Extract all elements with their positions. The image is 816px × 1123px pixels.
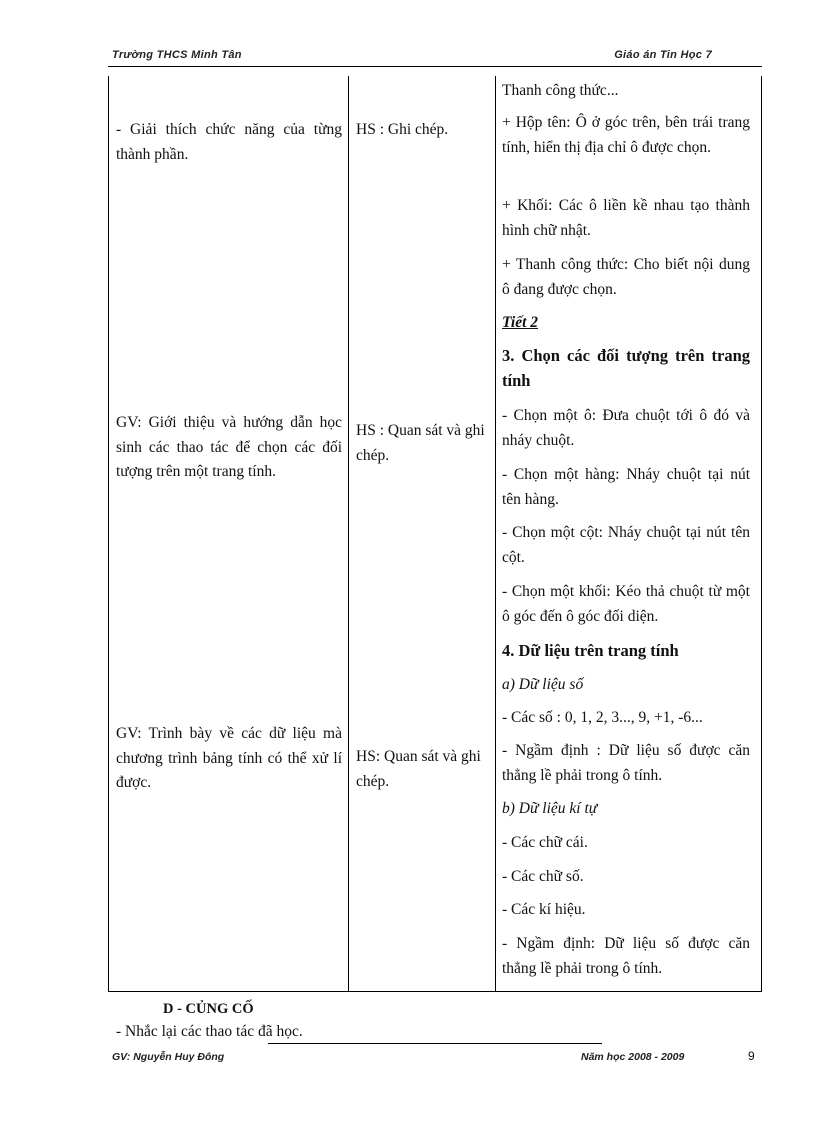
header-subject: Giáo án Tin Học 7 [614,49,712,61]
content-paragraph: - Chọn một ô: Đưa chuột tới ô đó và nháy chuột. [502,407,750,449]
content-paragraph: + Hộp tên: Ô ở góc trên, bên trái trang tính, hiển thị địa chỉ ô được chọn. [502,114,750,156]
gv-activity-1: - Giải thích chức năng của từng thành phần. [116,121,342,163]
content-line: Thanh công thức... [502,82,619,99]
footer-rule [268,1043,602,1044]
section-heading: 3. Chọn các đối tượng trên trang tính [502,346,750,390]
header-rule [108,66,762,67]
gv-activity-3: GV: Trình bày về các dữ liệu mà chương trình bảng tính có thể xử lí được. [116,725,342,791]
header-school: Trường THCS Minh Tân [112,49,242,61]
content-paragraph: + Thanh công thức: Cho biết nội dung ô đang được chọn. [502,256,750,298]
section-d-title: D - CỦNG CỐ [163,1001,254,1017]
table-divider-2 [495,76,496,992]
content-line: - Các chữ cái. [502,834,588,851]
table-border-right [761,76,762,992]
table-border-left [108,76,109,992]
subsection-heading: b) Dữ liệu kí tự [502,800,598,817]
table-border-bottom [108,991,762,992]
content-paragraph: - Chọn một cột: Nháy chuột tại nút tên cột. [502,524,750,566]
footer-school-year: Năm học 2008 - 2009 [581,1051,685,1063]
section-d-text: - Nhắc lại các thao tác đã học. [116,1023,303,1040]
gv-activity-2: GV: Giới thiệu và hướng dẫn học sinh các thao tác để chọn các đối tượng trên một trang tính. [116,414,342,480]
content-paragraph: - Ngầm định: Dữ liệu số được căn thẳng lề phải trong ô tính. [502,935,750,977]
table-divider-1 [348,76,349,992]
subsection-heading: a) Dữ liệu số [502,676,584,693]
content-paragraph: + Khối: Các ô liền kề nhau tạo thành hình chữ nhật. [502,197,750,239]
content-line: - Các kí hiệu. [502,901,586,918]
hs-activity-1: HS : Ghi chép. [356,121,449,138]
hs-activity-3: HS: Quan sát và ghi chép. [356,748,481,790]
content-paragraph: - Chọn một hàng: Nháy chuột tại nút tên hàng. [502,466,750,508]
lesson-label: Tiết 2 [502,314,539,331]
content-paragraph: - Chọn một khối: Kéo thả chuột từ một ô góc đến ô góc đối diện. [502,583,750,625]
content-line: - Các số : 0, 1, 2, 3..., 9, +1, -6... [502,709,703,726]
page-number: 9 [748,1049,755,1063]
content-line: - Các chữ số. [502,868,584,885]
footer-teacher: GV: Nguyễn Huy Đông [112,1051,225,1063]
section-heading: 4. Dữ liệu trên trang tính [502,641,679,660]
hs-activity-2: HS : Quan sát và ghi chép. [356,422,485,464]
content-paragraph: - Ngầm định : Dữ liệu số được căn thẳng lề phải trong ô tính. [502,742,750,784]
